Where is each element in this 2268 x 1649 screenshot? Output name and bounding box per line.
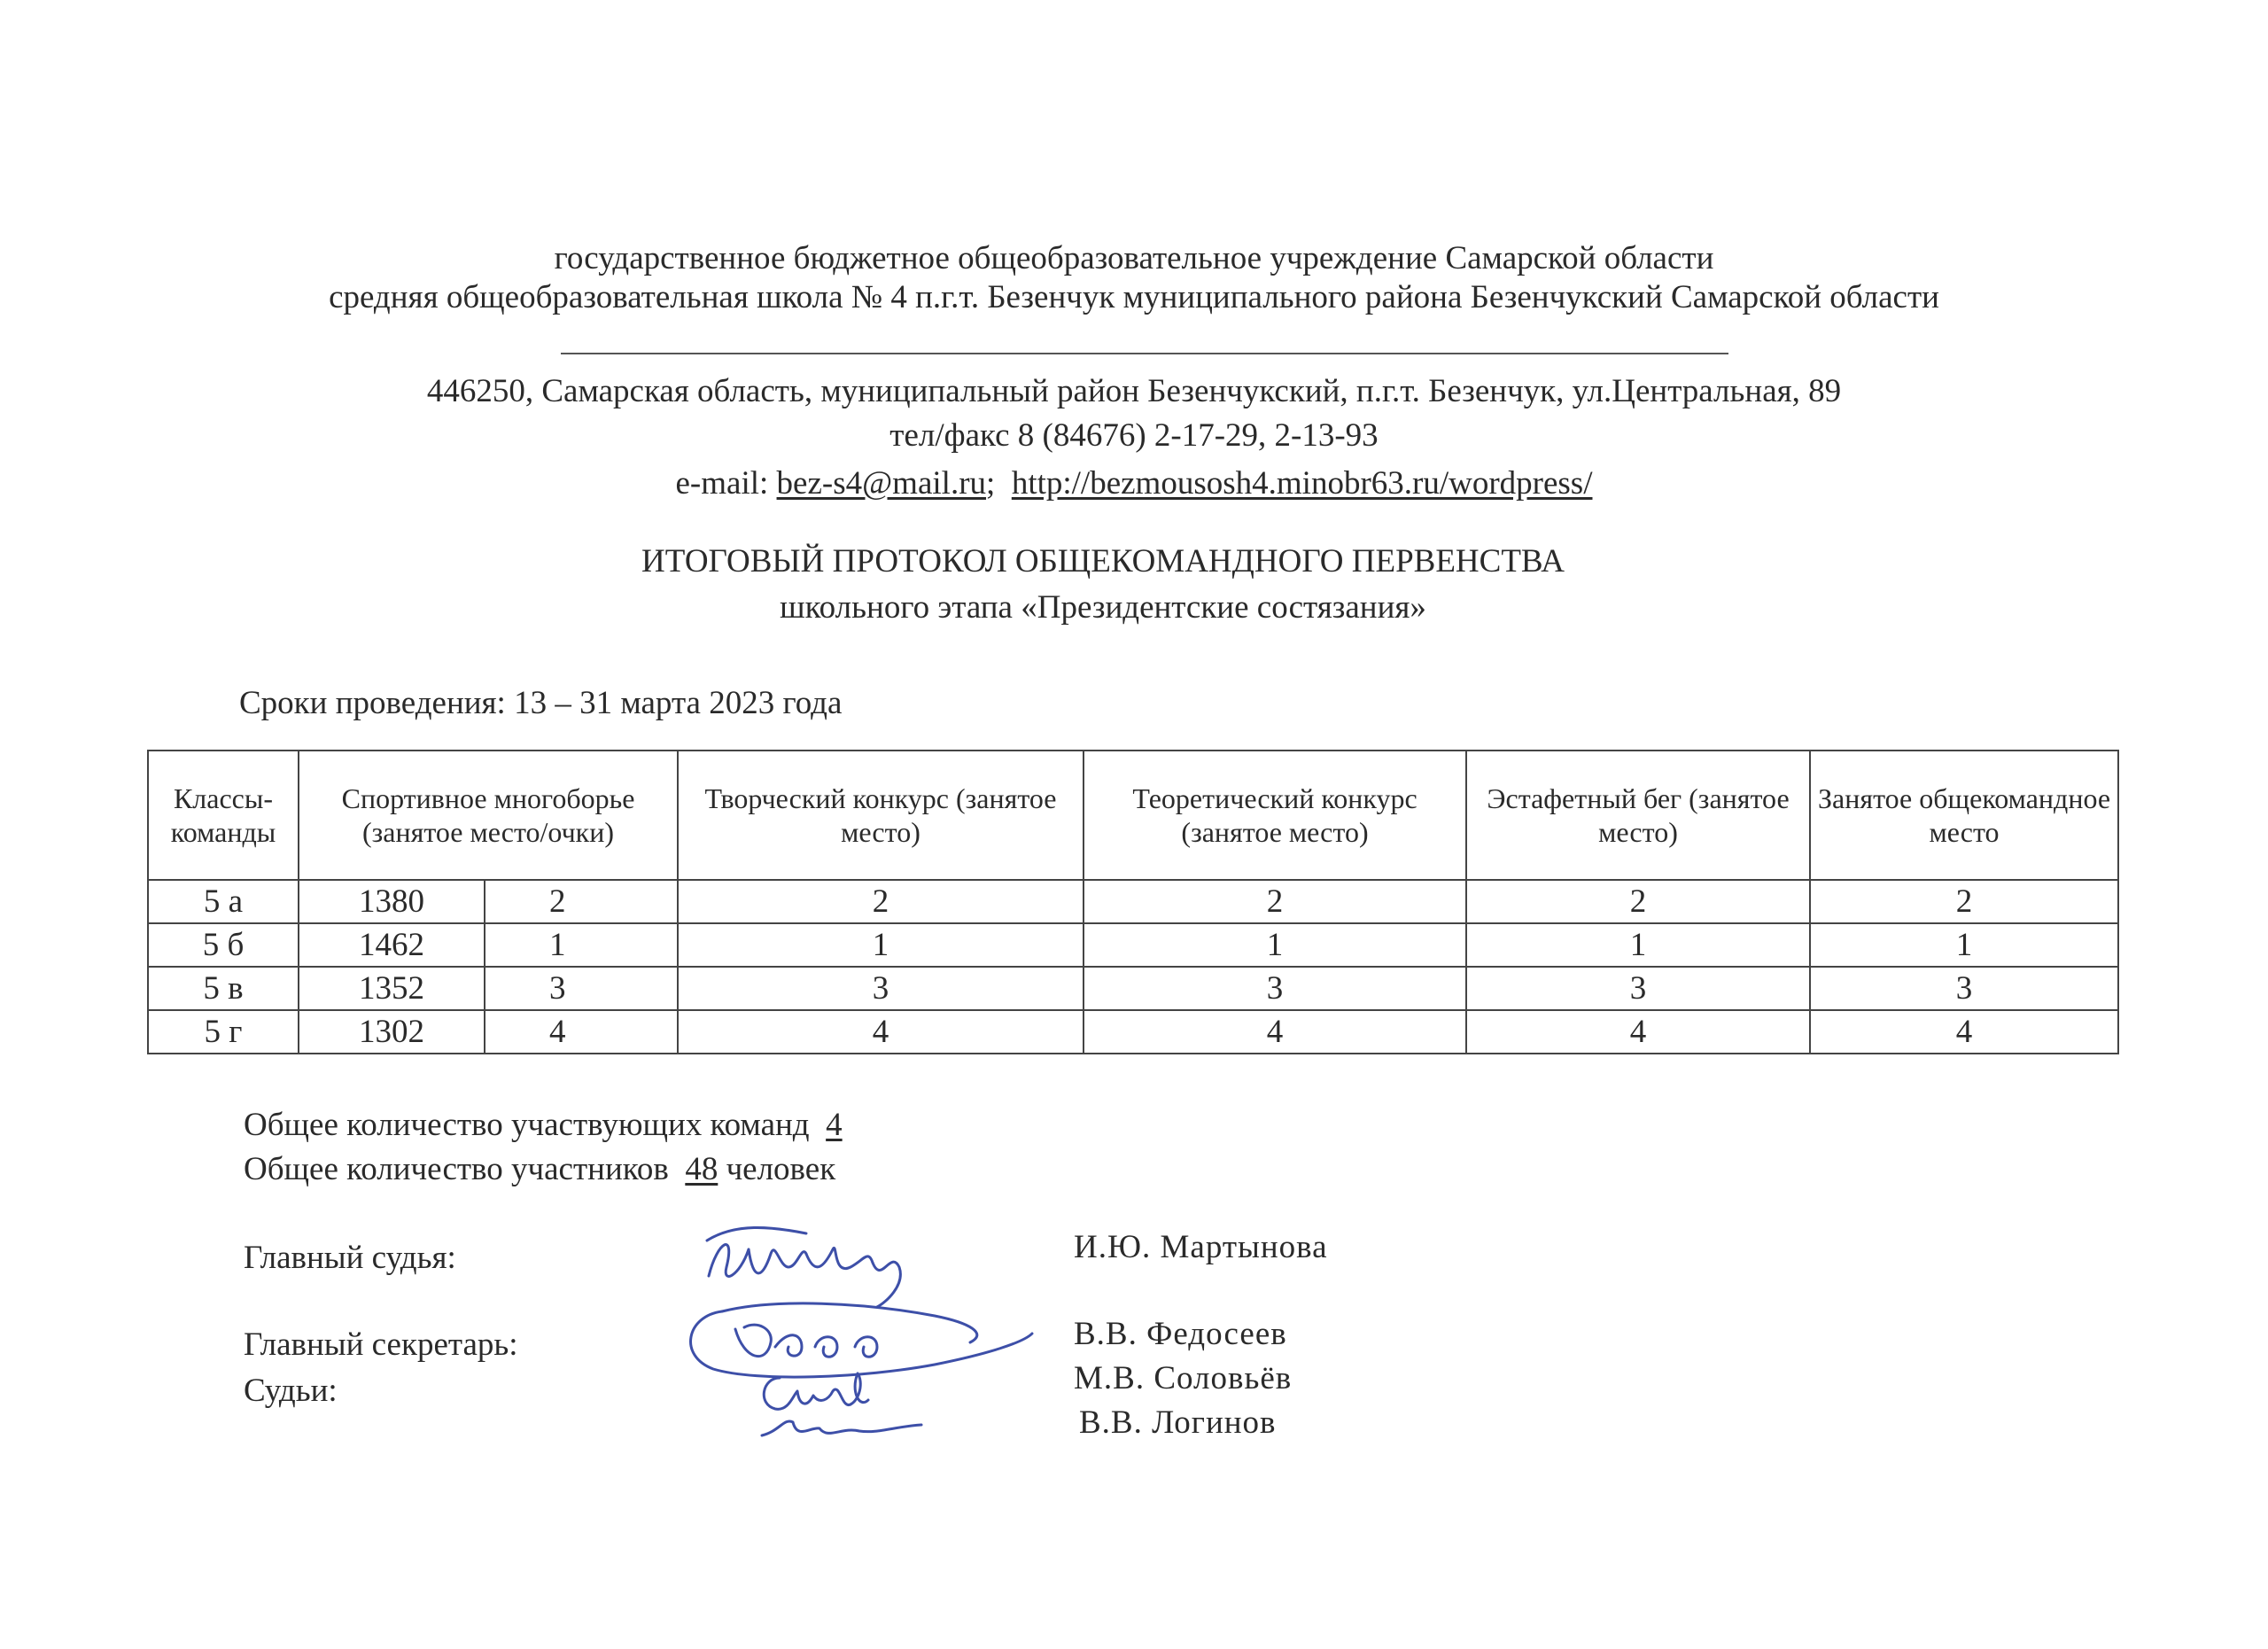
org-line-2: средняя общеобразовательная школа № 4 п.г.т. Безенчук муниципального района Безенчукский Самарской области xyxy=(329,279,1939,315)
participants-unit: человек xyxy=(726,1151,836,1187)
org-line-1: государственное бюджетное общеобразовательное учреждение Самарской области xyxy=(554,240,1714,276)
creative-cell: 2 xyxy=(678,880,1084,923)
relay-cell: 1 xyxy=(1466,923,1810,967)
points-cell: 1380 xyxy=(299,880,485,923)
protocol-title: ИТОГОВЫЙ ПРОТОКОЛ ОБЩЕКОМАНДНОГО ПЕРВЕНСТВА xyxy=(641,543,1565,579)
theory-cell: 4 xyxy=(1084,1010,1466,1054)
judge-1-name: М.В. Соловьёв xyxy=(1074,1360,1293,1396)
table-row xyxy=(148,1010,2118,1054)
participants-count-line xyxy=(244,1150,835,1189)
phone-line: тел/факс 8 (84676) 2-17-29, 2-13-93 xyxy=(889,417,1379,454)
creative-cell: 1 xyxy=(678,923,1084,967)
multisport-place-cell: 3 xyxy=(485,967,678,1010)
chief-judge-name: И.Ю. Мартынова xyxy=(1074,1229,1328,1265)
table-row xyxy=(148,880,2118,923)
multisport-place-cell: 1 xyxy=(485,923,678,967)
overall-cell: 2 xyxy=(1810,880,2118,923)
points-cell: 1462 xyxy=(299,923,485,967)
chief-secretary-label: Главный секретарь: xyxy=(244,1326,518,1363)
contacts-separator: ; xyxy=(986,465,996,502)
relay-cell: 4 xyxy=(1466,1010,1810,1054)
header-theory: Теоретический конкурс (занятое место) xyxy=(1084,751,1466,880)
address-line: 446250, Самарская область, муниципальный район Безенчукский, п.г.т. Безенчук, ул.Центральная, 89 xyxy=(426,373,1842,409)
theory-cell: 2 xyxy=(1084,880,1466,923)
chief-secretary-name: В.В. Федосеев xyxy=(1074,1316,1287,1352)
table-row xyxy=(148,923,2118,967)
header-overall: Занятое общекомандное место xyxy=(1810,751,2118,880)
header-multisport: Спортивное многоборье (занятое место/очки) xyxy=(299,751,678,880)
judges-signatures xyxy=(744,1356,939,1453)
header-teams: Классы-команды xyxy=(148,751,299,880)
dates-line: Сроки проведения: 13 – 31 марта 2023 года xyxy=(239,685,843,721)
judges-label: Судьи: xyxy=(244,1373,338,1409)
multisport-place-cell: 2 xyxy=(485,880,678,923)
team-cell: 5 в xyxy=(148,967,299,1010)
header-relay: Эстафетный бег (занятое место) xyxy=(1466,751,1810,880)
overall-cell: 1 xyxy=(1810,923,2118,967)
judge-2-name: В.В. Логинов xyxy=(1079,1404,1277,1441)
team-cell: 5 г xyxy=(148,1010,299,1054)
participants-count-label: Общее количество участников xyxy=(244,1151,669,1187)
website-link[interactable]: http://bezmousosh4.minobr63.ru/wordpress/ xyxy=(1011,465,1593,502)
theory-cell: 1 xyxy=(1084,923,1466,967)
participants-count-value: 48 xyxy=(685,1151,718,1187)
overall-cell: 4 xyxy=(1810,1010,2118,1054)
relay-cell: 3 xyxy=(1466,967,1810,1010)
points-cell: 1352 xyxy=(299,967,485,1010)
email-link[interactable]: bez-s4@mail.ru xyxy=(776,465,987,502)
teams-count-label: Общее количество участвующих команд xyxy=(244,1107,810,1143)
multisport-place-cell: 4 xyxy=(485,1010,678,1054)
chief-judge-label: Главный судья: xyxy=(244,1240,456,1276)
teams-count-line xyxy=(244,1106,843,1145)
contacts-line xyxy=(0,464,2268,503)
table-row xyxy=(148,967,2118,1010)
creative-cell: 3 xyxy=(678,967,1084,1010)
teams-count-value: 4 xyxy=(826,1107,843,1143)
points-cell: 1302 xyxy=(299,1010,485,1054)
header-divider xyxy=(561,353,1728,354)
protocol-subtitle: школьного этапа «Президентские состязания» xyxy=(780,589,1426,626)
overall-cell: 3 xyxy=(1810,967,2118,1010)
relay-cell: 2 xyxy=(1466,880,1810,923)
email-label: e-mail: xyxy=(675,465,769,502)
theory-cell: 3 xyxy=(1084,967,1466,1010)
header-creative: Творческий конкурс (занятое место) xyxy=(678,751,1084,880)
table-header-row xyxy=(148,751,2118,880)
results-table xyxy=(147,750,2119,1054)
team-cell: 5 б xyxy=(148,923,299,967)
creative-cell: 4 xyxy=(678,1010,1084,1054)
team-cell: 5 а xyxy=(148,880,299,923)
